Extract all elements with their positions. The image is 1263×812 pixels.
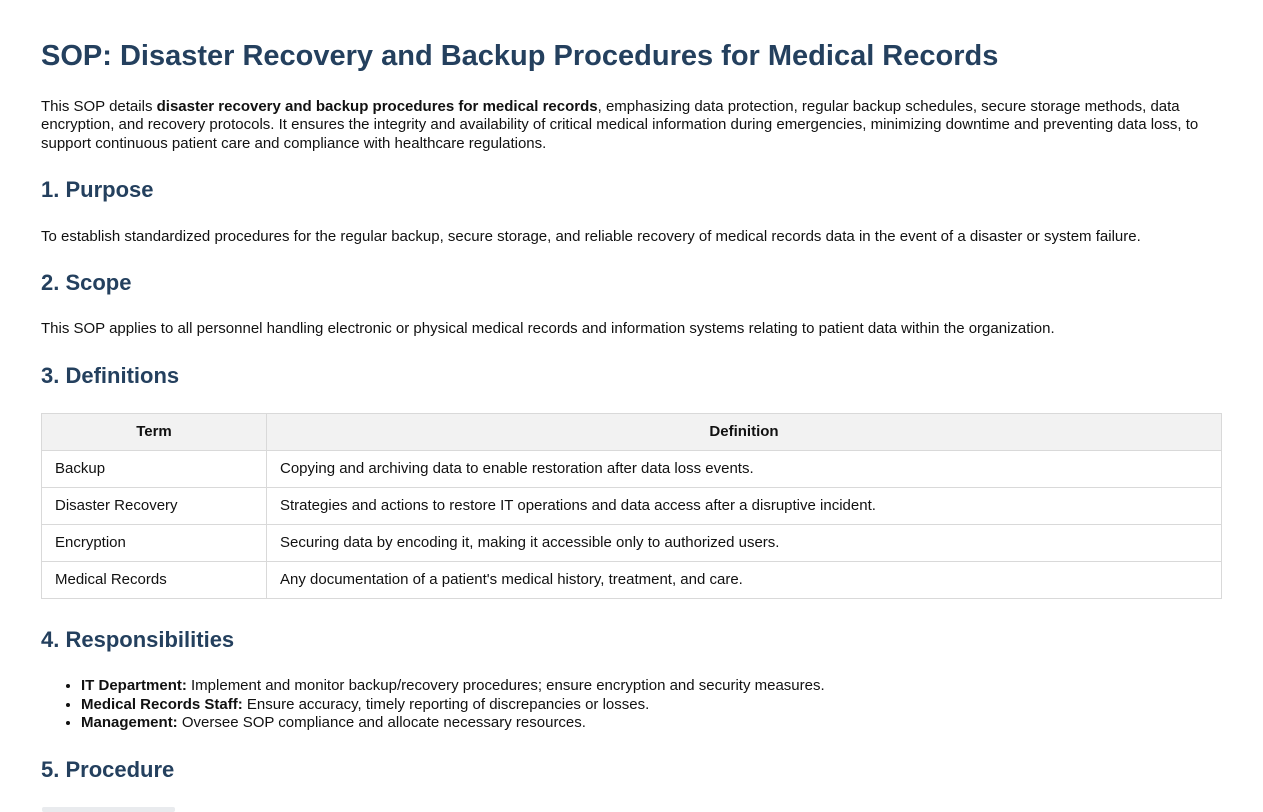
responsibilities-list — [41, 677, 1222, 733]
list-item — [81, 696, 1222, 715]
responsibility-text: Oversee SOP compliance and allocate necessary resources. — [177, 714, 586, 732]
section-scope — [41, 271, 1222, 339]
section-definitions — [41, 364, 1222, 599]
table-header-row — [42, 414, 1222, 451]
list-item — [81, 714, 1222, 733]
intro-suffix: , emphasizing data protection, regular backup schedules, secure storage methods, data encryption, and recovery protocols. It ensures the integrity and availability of critical medical information during emergencies, minimizing downtime and preventing data loss, to support continuous patient care and compliance with healthcare regulations. — [41, 97, 1199, 152]
document-title: SOP: Disaster Recovery and Backup Procedures for Medical Records — [41, 40, 999, 72]
column-header-term: Term — [42, 414, 267, 451]
responsibility-text: Implement and monitor backup/recovery procedures; ensure encryption and security measures. — [186, 677, 825, 695]
definitions-table-body — [42, 451, 1222, 599]
intro-bold-phrase: disaster recovery and backup procedures for medical records — [156, 97, 598, 115]
section-purpose — [41, 178, 1222, 246]
intro-paragraph — [41, 98, 1222, 154]
scope-body: This SOP applies to all personnel handling electronic or physical medical records and information systems relating to patient data within the organization. — [41, 320, 1055, 338]
term-cell: Backup — [42, 451, 267, 488]
term-cell: Encryption — [42, 525, 267, 562]
purpose-body: To establish standardized procedures for the regular backup, secure storage, and reliable recovery of medical records data in the event of a disaster or system failure. — [41, 227, 1141, 245]
responsibility-role-label: Medical Records Staff: — [81, 695, 243, 713]
responsibility-role-label: Management: — [81, 714, 178, 732]
definition-cell: Securing data by encoding it, making it accessible only to authorized users. — [267, 525, 1222, 562]
table-row — [42, 451, 1222, 488]
term-cell: Medical Records — [42, 562, 267, 599]
purpose-heading: 1. Purpose — [41, 177, 154, 203]
definitions-table-header — [42, 414, 1222, 451]
list-item — [81, 677, 1222, 696]
definition-cell: Strategies and actions to restore IT operations and data access after a disruptive incident. — [267, 488, 1222, 525]
table-row — [42, 525, 1222, 562]
table-row — [42, 488, 1222, 525]
responsibility-text: Ensure accuracy, timely reporting of discrepancies or losses. — [242, 695, 650, 713]
procedure-heading: 5. Procedure — [41, 756, 175, 782]
definitions-heading: 3. Definitions — [41, 362, 180, 388]
section-responsibilities — [41, 628, 1222, 733]
sop-document — [0, 41, 1263, 812]
term-cell: Disaster Recovery — [42, 488, 267, 525]
table-row — [42, 562, 1222, 599]
scope-heading: 2. Scope — [41, 270, 132, 296]
responsibility-role-label: IT Department: — [81, 677, 187, 695]
intro-prefix: This SOP details — [41, 97, 157, 115]
definition-cell: Copying and archiving data to enable restoration after data loss events. — [267, 451, 1222, 488]
clipped-next-line-sliver — [42, 807, 175, 812]
responsibilities-heading: 4. Responsibilities — [41, 627, 235, 653]
column-header-definition: Definition — [267, 414, 1222, 451]
definitions-table — [41, 413, 1222, 599]
definition-cell: Any documentation of a patient's medical history, treatment, and care. — [267, 562, 1222, 599]
